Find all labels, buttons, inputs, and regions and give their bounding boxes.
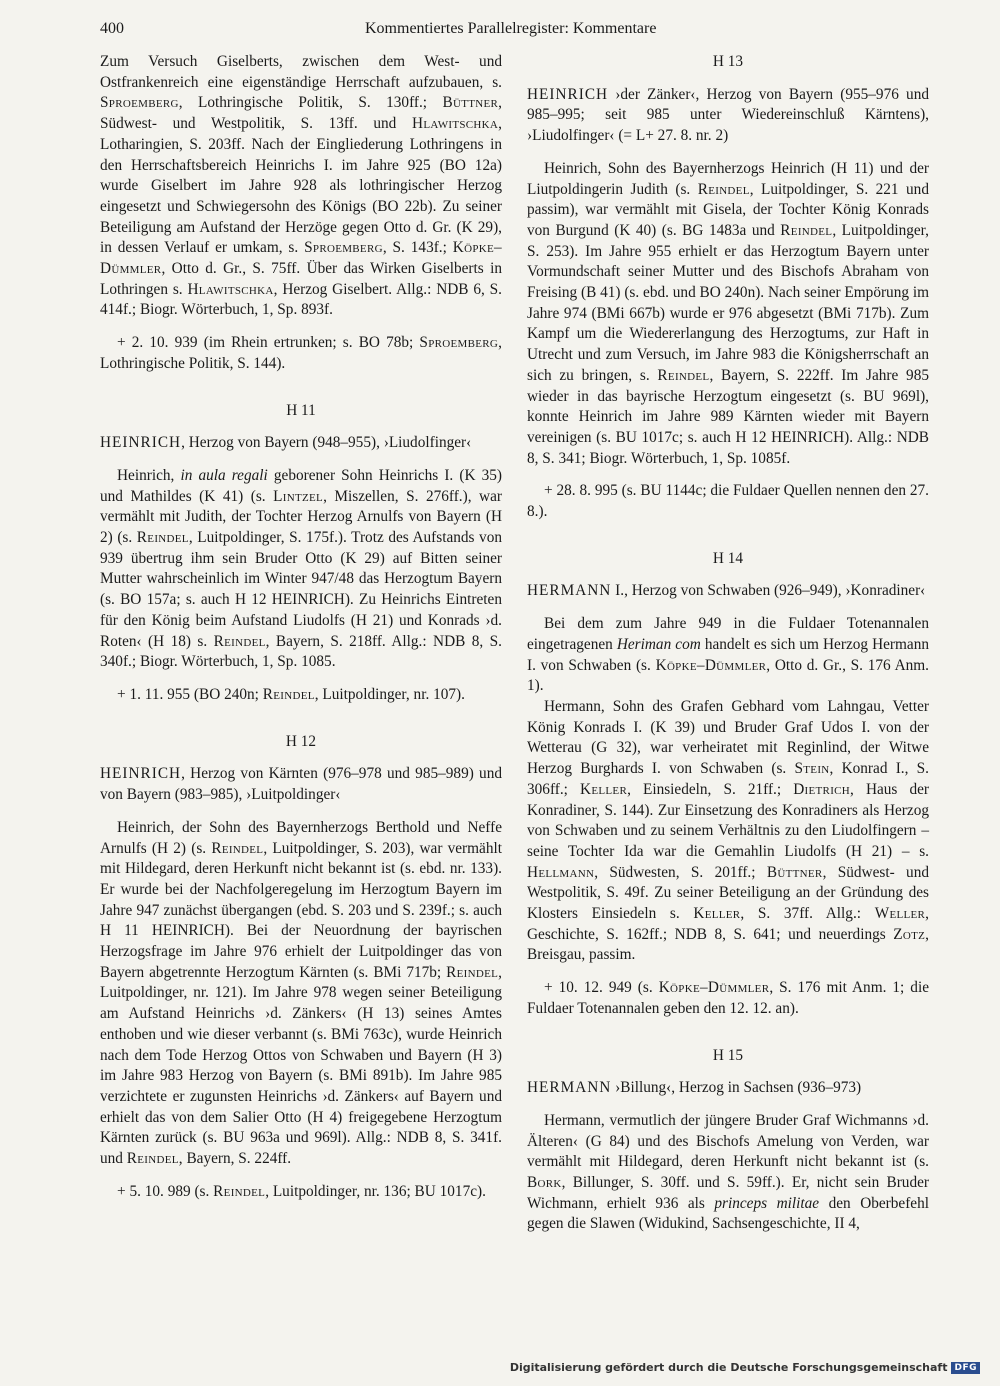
author-name: Reindel [780, 221, 833, 239]
text-segment: Zum Versuch Giselberts, zwischen dem West- und Ostfrankenreich eine eigenständige Herrschaft aufzubauen, s. [100, 53, 502, 91]
text-segment: , Geschichte, S. 162ff.; NDB 8, S. 641; und neuerdings [527, 905, 929, 943]
text-segment: Hermann, vermutlich der jüngere Bruder Graf Wichmanns ›d. Älteren‹ (G 84) und des Bischofs Amelung von Verden, war vermählt mit Hildegard, deren Herkunft nicht bekannt ist (s. [527, 1111, 929, 1171]
death-note [100, 1182, 502, 1203]
text-segment: handelt es sich um Herzog Hermann I. von Schwaben (s. [527, 635, 929, 674]
author-name: Keller [580, 780, 628, 798]
text-segment: , Bayern, S. 224ff. [178, 1150, 292, 1168]
text-segment: , Einsiedeln, S. 21ff.; [627, 780, 794, 798]
text-segment: , Südwest- und Westpolitik, S. 13ff. und [100, 94, 502, 133]
death-note [527, 481, 929, 522]
text-segment: , Breisgau, passim. [527, 925, 929, 964]
text-segment: + 28. 8. 995 (s. BU 1144c; die Fuldaer Quellen nennen den 27. 8.). [527, 482, 929, 521]
text-segment: , Luitpoldinger, nr. 136; BU 1017c). [265, 1182, 486, 1200]
text-segment: , S. 176 mit Anm. 1; die Fuldaer Totenannalen geben den 12. 12. an). [527, 979, 929, 1017]
entry-number: H 12 [285, 732, 317, 750]
text-segment: , Konrad I., S. 306ff.; [527, 760, 930, 798]
entry-name: HEINRICH [527, 85, 609, 103]
author-name: Stein [794, 760, 830, 778]
italic-phrase: in aula regali [180, 466, 268, 484]
text-segment: , Billunger, S. 30ff. und S. 59ff.). Er, nicht sein Bruder Wichmann, erhielt 936 als [527, 1174, 929, 1212]
author-name: Sproemberg [100, 94, 179, 112]
author-name: Hellmann [527, 863, 595, 881]
author-name: Köpke–Dümmler [100, 239, 502, 278]
author-name: Hlawitschka [411, 115, 499, 133]
entry-title [100, 764, 502, 805]
text-segment: , Luitpoldinger, S. 253). Im Jahre 955 erhielt er das Herzogtum Bayern unter Vormundschaft seiner Mutter und des Bischofs Abraham von Freising (B 41) (s. ebd. und BO 240n). Nach seiner Empörung im Jahre 974 (BMi 667b) wurde er 976 abgesetzt (BMi 717b). Zum Kampf um die Wiedererlangung des Herzogtums, zur Haft in Utrecht und zum Versuch, im Jahre 983 die Königsherrschaft an sich zu bringen, s. [527, 221, 929, 384]
funding-footer [510, 1361, 980, 1374]
entry-number: H 13 [712, 53, 744, 70]
entry-title-rest: , Herzog von Bayern (948–955), ›Liudolfinger‹ [181, 434, 472, 452]
text-segment: Heinrich, der Sohn des Bayernherzogs Berthold und Neffe Arnulfs (H 2) (s. [100, 818, 502, 857]
text-segment: , Otto d. Gr., S. 75ff. Über das Wirken Giselberts in Lothringen s. [100, 260, 502, 298]
text-segment: , Lothringische Politik, S. 130ff.; [178, 94, 443, 112]
entry-title-rest: ›Billung‹, Herzog in Sachsen (936–973) [611, 1079, 862, 1097]
entry-title [527, 1078, 929, 1099]
author-name: Reindel [262, 685, 315, 703]
left-column [100, 52, 502, 1214]
entry-title [100, 433, 502, 454]
text-segment: Bei dem zum Jahre 949 in die Fuldaer Totenannalen eingetragenen [527, 615, 929, 653]
dfg-logo: DFG [951, 1362, 980, 1374]
author-name: Keller [693, 905, 741, 923]
text-segment: Heinrich, Sohn des Bayernherzogs Heinrich (H 11) und der Liutpoldingerin Judith (s. [527, 159, 929, 198]
author-name: Reindel [136, 529, 189, 547]
entry-name: HERMANN [527, 1079, 612, 1097]
author-name: Reindel [697, 180, 750, 198]
funding-text: Digitalisierung gefördert durch die Deutsche Forschungsgemeinschaft [509, 1361, 948, 1374]
author-name: Reindel [211, 839, 264, 857]
author-name: Sproemberg [419, 334, 499, 352]
author-name: Reindel [657, 366, 710, 384]
author-name: Dietrich [793, 780, 851, 798]
text-segment: + 2. 10. 939 (im Rhein ertrunken; s. BO 78b; [117, 334, 420, 352]
text-segment: , Luitpoldinger, nr. 107). [314, 685, 465, 703]
author-name: Zotz [893, 925, 926, 943]
entry-body [100, 466, 502, 673]
author-name: Reindel [213, 632, 266, 650]
entry-name: HERMANN [527, 582, 612, 600]
text-segment: , Südwest- und Westpolitik, S. 49f. Zu seiner Beteiligung an der Gründung des Klosters Einsiedeln s. [527, 863, 929, 923]
text-segment: , S. 143f.; [382, 239, 453, 257]
text-segment: + 10. 12. 949 (s. [544, 979, 659, 997]
text-segment: , Bayern, S. 218ff. Allg.: NDB 8, S. 340f.; Biogr. Wörterbuch, 1, Sp. 1085. [100, 632, 502, 671]
running-head: Kommentiertes Parallelregister: Kommentare [365, 20, 657, 37]
entry-body [527, 1111, 929, 1235]
text-segment: , Luitpoldinger, nr. 121). Im Jahre 978 wegen seiner Beteiligung am Aufstand Heinrichs ›d. Zänkers‹ (H 13) seines Amtes enthoben und wie dieser verbannt (s. BMi 763c), wurde Heinrich nach dem Tode Herzog Ottos von Schwaben und Bayern (H 3) im Jahre 983 Herzog von Bayern (s. BMi 891b). Im Jahre 985 verzichtete er zugunsten Heinrichs ›d. Zänkers‹ auf Bayern und erhielt das von dem Salier Otto (H 4) freigegebene Herzogtum Kärnten zurück (s. BU 963a und 969l). Allg.: NDB 8, S. 341f. und [100, 963, 502, 1168]
right-column [527, 52, 929, 1247]
author-name: Hlawitschka [187, 280, 274, 298]
author-name: Reindel [446, 963, 499, 981]
entry-number: H 14 [712, 549, 744, 567]
text-segment: Heinrich, [117, 466, 181, 484]
entry-body [100, 818, 502, 1170]
death-note [100, 333, 502, 374]
entry-body [527, 697, 929, 966]
entry-body [527, 159, 929, 470]
entry-number: H 11 [286, 401, 316, 419]
text-segment: , Südwesten, S. 201ff.; [594, 863, 767, 881]
text-segment: , Herzog Giselbert. Allg.: NDB 6, S. 414f.; Biogr. Wörterbuch, 1, Sp. 893f. [100, 280, 502, 319]
italic-phrase: princeps militae [714, 1194, 820, 1212]
author-name: Lintzel [273, 487, 324, 505]
entry-name: HEINRICH [100, 434, 182, 452]
text-segment: , Bayern, S. 222ff. Im Jahre 985 wieder in das bayrische Herzogtum eingesetzt (s. BU 969l), konnte Heinrich im Jahre 989 Kärnten wieder mit Bayern vereinigen (s. BU 1017c; s. auch H 12 HEINRICH). Allg.: NDB 8, S. 341; Biogr. Wörterbuch, 1, Sp. 1085f. [527, 366, 929, 467]
author-name: Büttner [766, 863, 823, 881]
page-number: 400 [100, 20, 124, 37]
death-note [527, 978, 929, 1019]
text-segment: , Lothringische Politik, S. 144). [100, 334, 502, 372]
text-segment: Hermann, Sohn des Grafen Gebhard vom Lahngau, Vetter König Konrads I. (K 39) und Bruder Graf Udos I. von der Wetterau (G 32), war verheiratet mit Reginlind, der Witwe Herzog Burghards I. von Schwaben (s. [527, 697, 929, 778]
text-segment: , Luitpoldinger, S. 203), war vermählt mit Hildegard, deren Herkunft nicht bekannt ist (s. ebd. nr. 133). Er wurde bei der Nachfolgeregelung im Herzogtum Bayern im Jahre 947 zunächst übergangen (ebd. S. 203 und S. 239f.; s. auch H 11 HEINRICH). Bei der Neuordnung der bayrischen Herzogsfrage im Jahre 976 erhielt der Luitpoldinger das von Bayern abgetrennte Herzogtum Kärnten (s. BMi 717b; [100, 839, 502, 981]
author-name: Reindel [213, 1182, 266, 1200]
text-segment: , Lotharingien, S. 203ff. Nach der Eingliederung Lothringens in den Herrschaftsbereich Heinrichs I. im Jahre 925 (BO 12a) wurde Giselbert im Jahre 928 als lothringischer Herzog eingesetzt und Schwiegersohn des Königs (BO 22b). Zu seiner Beteiligung am Aufstand der Herzöge gegen Otto d. Gr. (K 29), in dessen Verlauf er umkam, s. [100, 115, 502, 257]
author-name: Reindel [126, 1150, 179, 1168]
death-note [100, 685, 502, 706]
text-segment: , Luitpoldinger, S. 175f.). Trotz des Aufstands von 939 übertrug ihm sein Bruder Otto (K 29) auf Bitten seiner Mutter wahrscheinlich im Winter 947/48 das Herzogtum Bayern (s. BO 157a; s. auch H 12 HEINRICH). Zu Heinrichs Eintreten für den König beim Aufstand Liudolfs (H 21) und Konrads ›d. Roten‹ (H 18) s. [100, 529, 503, 650]
text-segment: , S. 37ff. Allg.: [740, 905, 875, 923]
entry-body [527, 614, 929, 697]
entry-name: HEINRICH [100, 765, 182, 783]
author-name: Köpke–Dümmler [658, 979, 770, 997]
author-name: Büttner [442, 94, 499, 112]
text-segment: , Haus der Konradiner, S. 144). Zur Einsetzung des Konradiners als Herzog von Schwaben und zu seinem Verhältnis zu den Liudolfingern – seine Tochter Ida war die Gemahlin Liudolfs (H 21) – s. [527, 780, 929, 860]
text-segment: den Oberbefehl gegen die Slawen (Widukind, Sachsengeschichte, II 4, [527, 1194, 929, 1233]
text-segment: + 5. 10. 989 (s. [117, 1182, 214, 1200]
italic-phrase: Heriman com [616, 635, 701, 653]
author-name: Weller [874, 905, 926, 923]
entry-title-rest: ›der Zänker‹, Herzog von Bayern (955–976 und 985–995; seit 985 unter Wiedereinschluß Kärntens), ›Liudolfinger‹ (= L+ 27. 8. nr. 2) [527, 85, 929, 145]
entry-title [527, 581, 929, 602]
entry-number: H 15 [712, 1046, 744, 1064]
author-name: Köpke–Dümmler [655, 656, 767, 674]
text-segment: , Otto d. Gr., S. 176 Anm. 1). [527, 656, 930, 695]
author-name: Sproemberg [304, 239, 383, 257]
author-name: Bork [527, 1174, 562, 1192]
entry-title [527, 85, 929, 147]
text-segment: , Miszellen, S. 276ff.), war vermählt mit Judith, der Tochter Herzog Arnulfs von Bayern (H 2) (s. [100, 487, 502, 547]
entry-title-rest: I., Herzog von Schwaben (926–949), ›Konradiner‹ [611, 582, 926, 600]
text-segment: geborener Sohn Heinrichs I. (K 35) und Mathildes (K 41) (s. [100, 466, 503, 505]
paragraph [100, 52, 502, 321]
entry-title-rest: , Herzog von Kärnten (976–978 und 985–989) und von Bayern (983–985), ›Luitpoldinger‹ [100, 765, 502, 804]
text-segment: + 1. 11. 955 (BO 240n; [117, 685, 263, 703]
text-segment: , Luitpoldinger, S. 221 und passim), war vermählt mit Gisela, der Tochter König Konrads von Burgund (K 40) (s. BG 1483a und [527, 180, 929, 239]
